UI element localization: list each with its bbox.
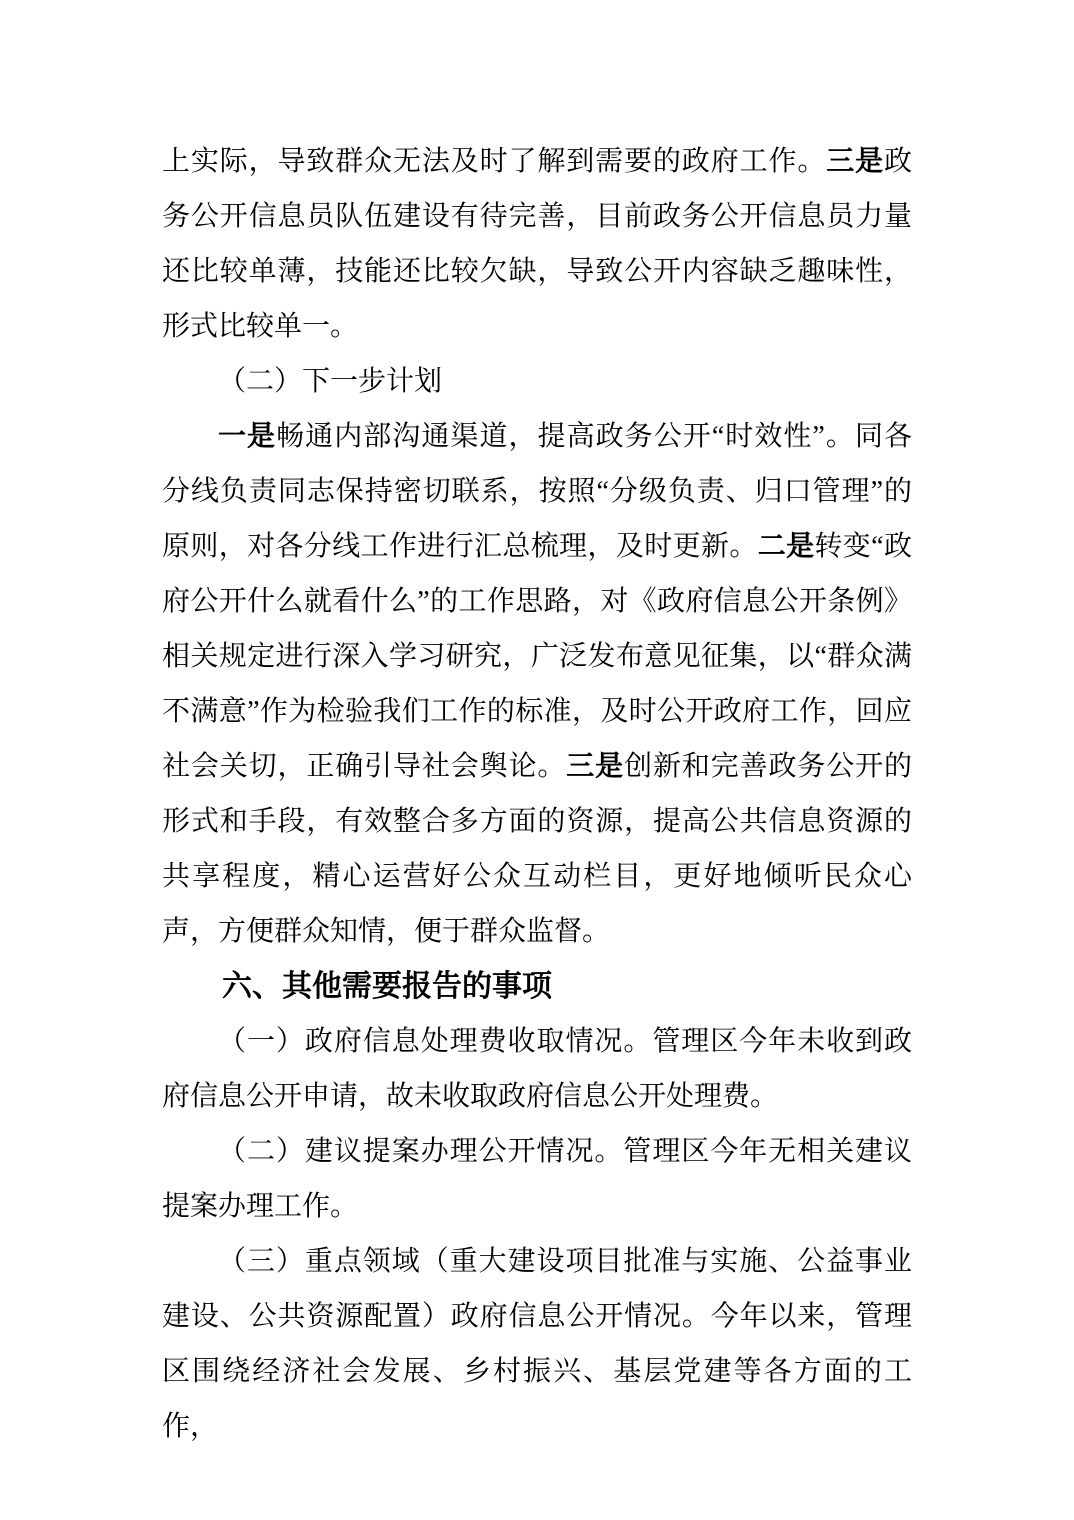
para-item-three-key-areas <box>162 1234 912 1454</box>
emphasis-run: 三是 <box>566 751 625 782</box>
text-run: 创新和完善政务公开的形式和手段，有效整合多方面的资源，提高公共信息资源的共享程度，精心运营好公众互动栏目，更好地倾听民众心声，方便群众知情，便于群众监督。 <box>162 751 912 947</box>
para-continuation-problems <box>162 134 912 354</box>
para-next-step-measures <box>162 409 912 959</box>
emphasis-run: 二是 <box>757 531 815 562</box>
text-run: 转变“政府公开什么就看什么”的工作思路，对《政府信息公开条例》相关规定进行深入学习研究，广泛发布意见征集，以“群众满不满意”作为检验我们工作的标准，及时公开政府工作，回应社会关切，正确引导社会舆论。 <box>162 531 912 782</box>
document-body <box>162 134 912 1454</box>
text-run: （一）政府信息处理费收取情况。管理区今年未收到政府信息公开申请，故未收取政府信息公开处理费。 <box>162 1026 912 1112</box>
emphasis-run: 三是 <box>826 146 884 177</box>
para-item-one-processing-fee <box>162 1014 912 1124</box>
para-subheading-next-step-plan <box>162 354 912 409</box>
text-run: （三）重点领域（重大建设项目批准与实施、公益事业建设、公共资源配置）政府信息公开情况。今年以来，管理区围绕经济社会发展、乡村振兴、基层党建等各方面的工作， <box>162 1246 912 1442</box>
text-run: （二）下一步计划 <box>218 366 443 397</box>
para-item-two-proposals <box>162 1124 912 1234</box>
text-run: （二）建议提案办理公开情况。管理区今年无相关建议提案办理工作。 <box>162 1136 912 1222</box>
emphasis-run: 一是 <box>218 421 277 452</box>
text-run: 畅通内部沟通渠道，提高政务公开“时效性”。同各分线负责同志保持密切联系，按照“分级负责、归口管理”的原则，对各分线工作进行汇总梳理，及时更新。 <box>162 421 912 562</box>
text-run: 上实际，导致群众无法及时了解到需要的政府工作。 <box>162 146 827 177</box>
emphasis-run: 六、其他需要报告的事项 <box>222 970 552 1003</box>
text-run: 政务公开信息员队伍建设有待完善，目前政务公开信息员力量还比较单薄，技能还比较欠缺，导致公开内容缺乏趣味性，形式比较单一。 <box>162 146 912 342</box>
para-section-heading-other-matters <box>162 959 912 1014</box>
